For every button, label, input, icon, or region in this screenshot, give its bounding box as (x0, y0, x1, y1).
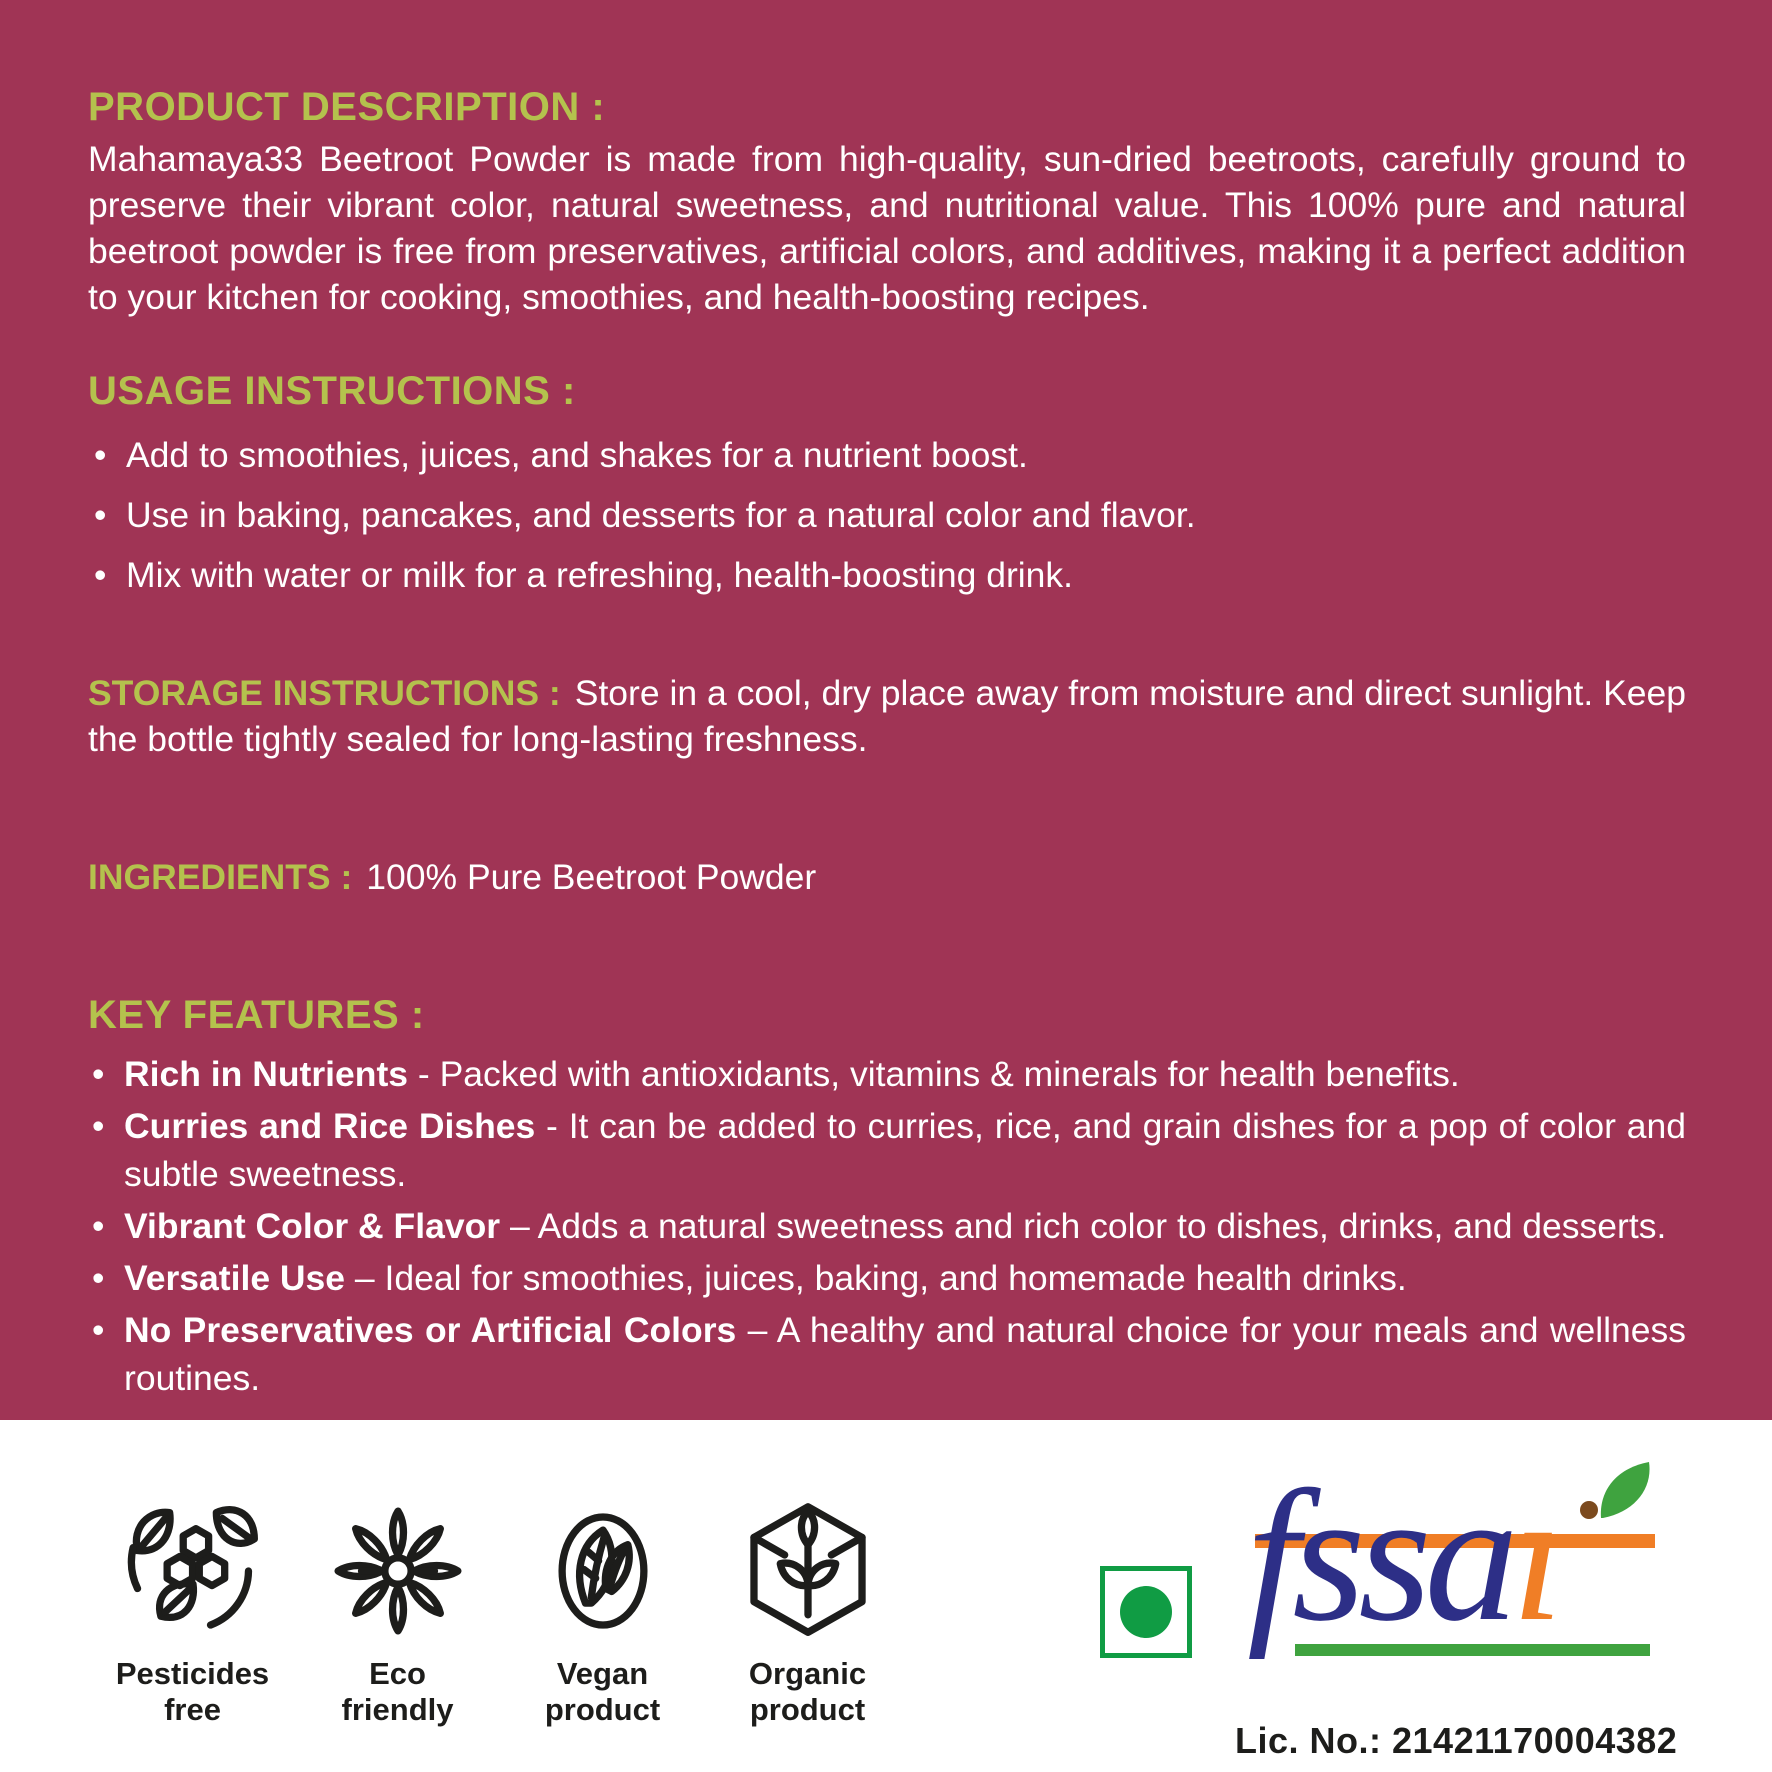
fssai-text-orange: ı (1511, 1451, 1557, 1660)
usage-item: • Add to smoothies, juices, and shakes for a nutrient boost. (88, 432, 1686, 478)
eco-friendly-icon (325, 1498, 471, 1644)
feature-item (88, 1254, 1686, 1302)
section-storage-instructions (88, 670, 1686, 762)
badge-label-line1: Vegan (556, 1656, 649, 1691)
feature-item (88, 1102, 1686, 1198)
vegetarian-mark-icon (1100, 1566, 1192, 1658)
usage-item: • Use in baking, pancakes, and desserts for a natural color and flavor. (88, 492, 1686, 538)
certification-strip (0, 1420, 1772, 1772)
feature-desc: - Packed with antioxidants, vitamins & minerals for health benefits. (408, 1054, 1460, 1094)
section-usage-instructions (88, 368, 1686, 598)
fssai-text-blue: fssa (1247, 1451, 1512, 1660)
fssai-license-number: Lic. No.: 21421170004382 (1235, 1720, 1678, 1761)
badge-label-line2: friendly (341, 1692, 454, 1727)
badge-pesticides-free (90, 1498, 295, 1728)
fssai-wordmark (1247, 1451, 1557, 1660)
section-product-description (88, 84, 1686, 320)
usage-item: • Mix with water or milk for a refreshing, health-boosting drink. (88, 552, 1686, 598)
feature-item (88, 1050, 1686, 1098)
fssai-certification (1235, 1451, 1678, 1762)
badge-label (342, 1656, 454, 1728)
organic-product-icon (735, 1498, 881, 1644)
feature-title: No Preservatives or Artificial Colors (124, 1310, 737, 1350)
ingredients-heading: INGREDIENTS : (88, 857, 353, 897)
storage-instructions-heading: STORAGE INSTRUCTIONS : (88, 673, 561, 713)
feature-desc: – Adds a natural sweetness and rich color to dishes, drinks, and desserts. (500, 1206, 1667, 1246)
badge-vegan-product (500, 1498, 705, 1728)
feature-desc: - It can be added to curries, rice, and grain dishes for a pop of color and subtle sweetness. (124, 1106, 1687, 1194)
badge-label-line2: free (164, 1692, 221, 1727)
section-ingredients (88, 854, 1686, 900)
pesticides-free-icon (120, 1498, 266, 1644)
badge-label (116, 1656, 269, 1728)
feature-desc: – Ideal for smoothies, juices, baking, and homemade health drinks. (345, 1258, 1407, 1298)
feature-title: Versatile Use (124, 1258, 346, 1298)
vegan-product-icon (530, 1498, 676, 1644)
badge-label-line2: product (749, 1692, 866, 1727)
feature-item (88, 1202, 1686, 1250)
storage-instructions-body: Store in a cool, dry place away from moisture and direct sunlight. Keep the bottle tightly sealed for long-lasting freshness. (88, 673, 1687, 759)
badge-label-line1: Organic (748, 1656, 867, 1691)
feature-title: Rich in Nutrients (124, 1054, 409, 1094)
badge-organic-product (705, 1498, 910, 1728)
badge-label (749, 1656, 866, 1728)
usage-instructions-list (88, 432, 1686, 598)
badge-label-line1: Pesticides (115, 1656, 270, 1691)
usage-instructions-heading: USAGE INSTRUCTIONS : (88, 369, 576, 413)
badge-label-line1: Eco (369, 1656, 426, 1691)
feature-item (88, 1306, 1686, 1402)
fssai-logo (1235, 1451, 1675, 1706)
storage-instructions-text (88, 670, 1686, 762)
vegetarian-dot (1120, 1586, 1172, 1638)
feature-title: Vibrant Color & Flavor (124, 1206, 501, 1246)
key-features-heading: KEY FEATURES : (88, 993, 425, 1037)
fssai-leaf-icon (1565, 1458, 1665, 1536)
feature-title: Curries and Rice Dishes (124, 1106, 536, 1146)
feature-desc: – A healthy and natural choice for your meals and wellness routines. (124, 1310, 1686, 1398)
badge-row (90, 1498, 910, 1728)
ingredients-body: 100% Pure Beetroot Powder (366, 857, 817, 897)
product-description-text: Mahamaya33 Beetroot Powder is made from high-quality, sun-dried beetroots, carefully ground to preserve their vibrant color, natural sweetness, and nutritional value. This 100% pure and natural beetroot powder is free from preservatives, artificial colors, and additives, making it a perfect addition to your kitchen for cooking, smoothies, and health-boosting recipes. (88, 139, 1686, 317)
badge-label-line2: product (544, 1692, 661, 1727)
badge-label (545, 1656, 660, 1728)
badge-eco-friendly (295, 1498, 500, 1728)
ingredients-text (88, 854, 1686, 900)
product-description-heading: PRODUCT DESCRIPTION : (88, 85, 606, 129)
key-features-list (88, 1050, 1686, 1402)
section-key-features (88, 992, 1686, 1402)
